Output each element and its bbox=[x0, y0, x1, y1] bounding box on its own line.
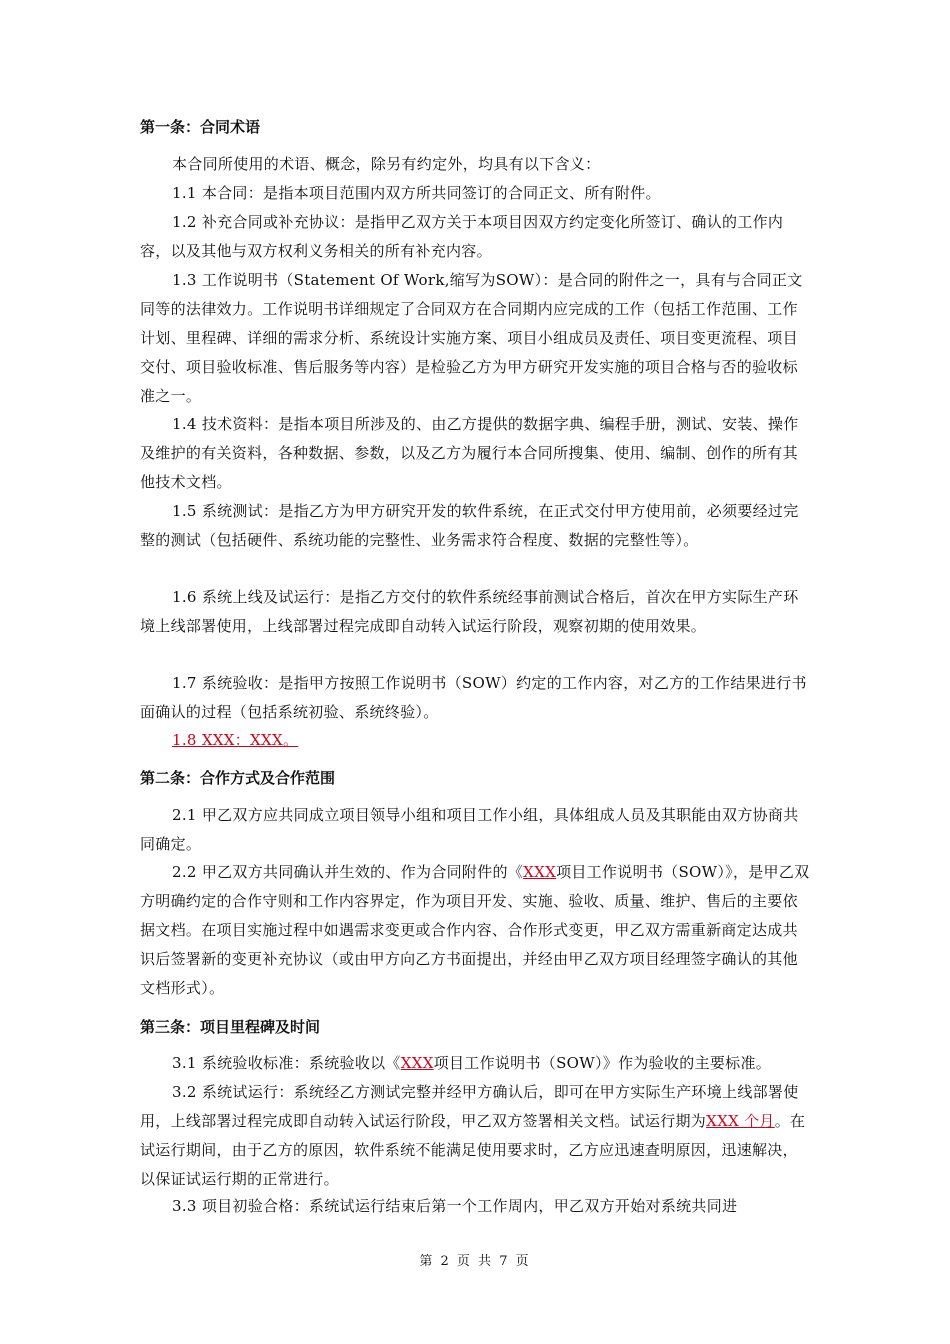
section-3-heading: 第三条：项目里程碑及时间 bbox=[140, 1018, 321, 1036]
clause-2-2-text-a: 2.2 甲乙双方共同确认并生效的、作为合同附件的《 bbox=[172, 863, 524, 881]
clause-2-1: 2.1 甲乙双方应共同成立项目领导小组和项目工作小组，具体组成人员及其职能由双方协商共同确定。 bbox=[140, 806, 799, 853]
section-1-intro: 本合同所使用的术语、概念，除另有约定外，均具有以下含义： bbox=[172, 155, 601, 173]
clause-3-2 bbox=[140, 1078, 812, 1194]
clause-3-3: 3.3 项目初验合格：系统试运行结束后第一个工作周内，甲乙双方开始对系统共同进 bbox=[172, 1197, 738, 1215]
clause-2-2-text-b: 项目工作说明书（SOW）》，是甲乙双方明确约定的合作守则和工作内容界定，作为项目开发、实施、验收、质量、维护、售后的主要依据文档。在项目实施过程中如遇需求变更或合作内容、合作形式变更，甲乙双方需重新商定达成共识后签署新的变更补充协议（或由甲方向乙方书面提出，并经由甲乙双方项目经理签字确认的其他文档形式）。 bbox=[140, 863, 810, 997]
clause-1-8 bbox=[140, 726, 812, 755]
placeholder-text: XXX bbox=[400, 1054, 434, 1072]
placeholder-text: XXX bbox=[523, 863, 557, 881]
clause-2-2 bbox=[140, 858, 812, 1003]
clause-3-1 bbox=[140, 1049, 812, 1078]
page-number-footer: 第 2 页 共 7 页 bbox=[419, 1254, 531, 1269]
clause-1-3: 1.3 工作说明书（Statement Of Work,缩写为SOW）：是合同的附件之一，具有与合同正文同等的法律效力。工作说明书详细规定了合同双方在合同期内应完成的工作（包括工作范围、工作计划、里程碑、详细的需求分析、系统设计实施方案、项目小组成员及责任、项目变更流程、项目交付、项目验收标准、售后服务等内容）是检验乙方为甲方研究开发实施的项目合格与否的验收标准之一。 bbox=[140, 271, 803, 405]
placeholder-text: XXX 个月 bbox=[706, 1112, 775, 1130]
clause-3-2-text-a: 3.2 系统试运行：系统经乙方测试完整并经甲方确认后，即可在甲方实际生产环境上线部署使用，上线部署过程完成即自动转入试运行阶段，甲乙双方签署相关文档。试运行期为 bbox=[140, 1083, 799, 1130]
clause-1-4: 1.4 技术资料：是指本项目所涉及的、由乙方提供的数据字典、编程手册，测试、安装、操作及维护的有关资料，各种数据、参数，以及乙方为履行本合同所搜集、使用、编制、创作的所有其他技术文档。 bbox=[140, 415, 799, 491]
clause-1-1: 1.1 本合同：是指本项目范围内双方所共同签订的合同正文、所有附件。 bbox=[172, 184, 661, 202]
clause-1-6: 1.6 系统上线及试运行：是指乙方交付的软件系统经事前测试合格后，首次在甲方实际生产环境上线部署使用，上线部署过程完成即自动转入试运行阶段，观察初期的使用效果。 bbox=[140, 588, 799, 635]
placeholder-text: 1.8 XXX：XXX。 bbox=[172, 731, 299, 749]
clause-3-1-text-b: 项目工作说明书（SOW）》作为验收的主要标准。 bbox=[433, 1054, 772, 1072]
section-1-heading: 第一条：合同术语 bbox=[140, 118, 261, 136]
clause-1-7: 1.7 系统验收：是指甲方按照工作说明书（SOW）约定的工作内容，对乙方的工作结果进行书面确认的过程（包括系统初验、系统终验）。 bbox=[140, 674, 807, 721]
section-2-heading: 第二条：合作方式及合作范围 bbox=[140, 769, 336, 787]
clause-3-2-text-b: 。在试运行期间，由于乙方的原因，软件系统不能满足使用要求时，乙方应迅速查明原因，迅速解决，以保证试运行期的正常进行。 bbox=[140, 1112, 806, 1188]
clause-1-5: 1.5 系统测试：是指乙方为甲方研究开发的软件系统，在正式交付甲方使用前，必须要经过完整的测试（包括硬件、系统功能的完整性、业务需求符合程度、数据的完整性等）。 bbox=[140, 502, 799, 549]
clause-3-1-text-a: 3.1 系统验收标准：系统验收以《 bbox=[172, 1054, 401, 1072]
clause-1-2: 1.2 补充合同或补充协议：是指甲乙双方关于本项目因双方约定变化所签订、确认的工作内容，以及其他与双方权利义务相关的所有补充内容。 bbox=[140, 213, 784, 260]
